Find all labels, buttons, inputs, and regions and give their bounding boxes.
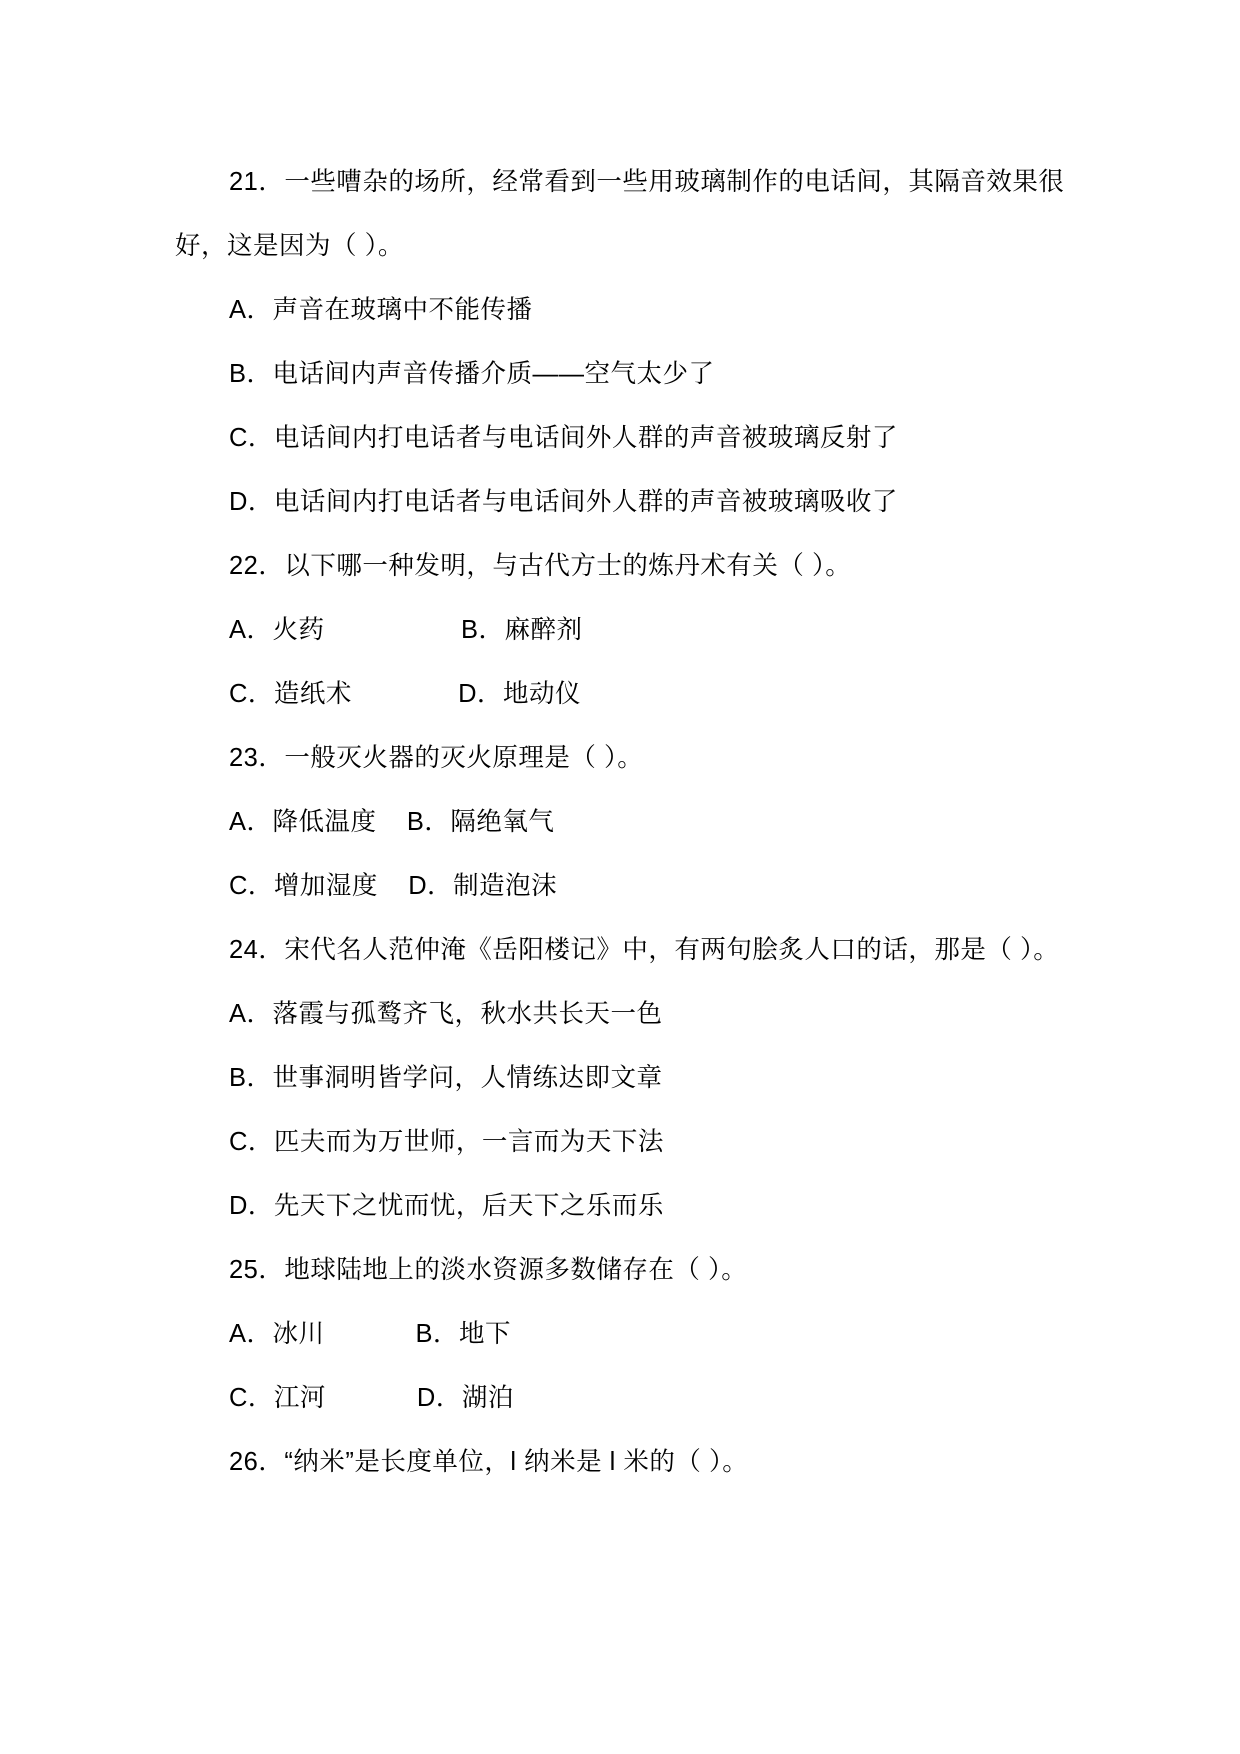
question-21-option-c: C．电话间内打电话者与电话间外人群的声音被玻璃反射了 bbox=[229, 424, 898, 452]
question-23-option-ab: A．降低温度 B．隔绝氧气 bbox=[229, 808, 555, 836]
question-21-option-b: B．电话间内声音传播介质——空气太少了 bbox=[229, 360, 715, 388]
question-26-stem: 26．“纳米”是长度单位，l 纳米是 l 米的（ ）。 bbox=[229, 1448, 749, 1476]
question-25-option-cd: C．江河 D．湖泊 bbox=[229, 1384, 514, 1412]
question-25-option-ab: A．冰川 B．地下 bbox=[229, 1320, 512, 1348]
question-22-option-ab: A．火药 B．麻醉剂 bbox=[229, 616, 583, 644]
question-24-option-b: B．世事洞明皆学问，人情练达即文章 bbox=[229, 1064, 663, 1092]
question-23-option-cd: C．增加湿度 D．制造泡沫 bbox=[229, 872, 558, 900]
question-24-option-d: D．先天下之忧而忧，后天下之乐而乐 bbox=[229, 1192, 664, 1220]
document-body bbox=[175, 150, 1065, 1494]
question-21-option-d: D．电话间内打电话者与电话间外人群的声音被玻璃吸收了 bbox=[229, 488, 898, 516]
question-25-stem: 25．地球陆地上的淡水资源多数储存在（ ）。 bbox=[229, 1256, 748, 1284]
question-21-option-a: A．声音在玻璃中不能传播 bbox=[229, 296, 533, 324]
question-24-option-c: C．匹夫而为万世师，一言而为天下法 bbox=[229, 1128, 664, 1156]
question-24-option-a: A．落霞与孤鹜齐飞，秋水共长天一色 bbox=[229, 1000, 663, 1028]
question-23-stem: 23．一般灭火器的灭火原理是（ ）。 bbox=[229, 744, 644, 772]
question-22-stem: 22．以下哪一种发明，与古代方士的炼丹术有关（ ）。 bbox=[229, 552, 852, 580]
question-22-option-cd: C．造纸术 D．地动仪 bbox=[229, 680, 582, 708]
question-24-stem: 24．宋代名人范仲淹《岳阳楼记》中，有两句脍炙人口的话，那是（ ）。 bbox=[229, 936, 1060, 964]
question-21-stem: 21．一些嘈杂的场所，经常看到一些用玻璃制作的电话间，其隔音效果很好，这是因为（ ）。 bbox=[175, 168, 1065, 260]
